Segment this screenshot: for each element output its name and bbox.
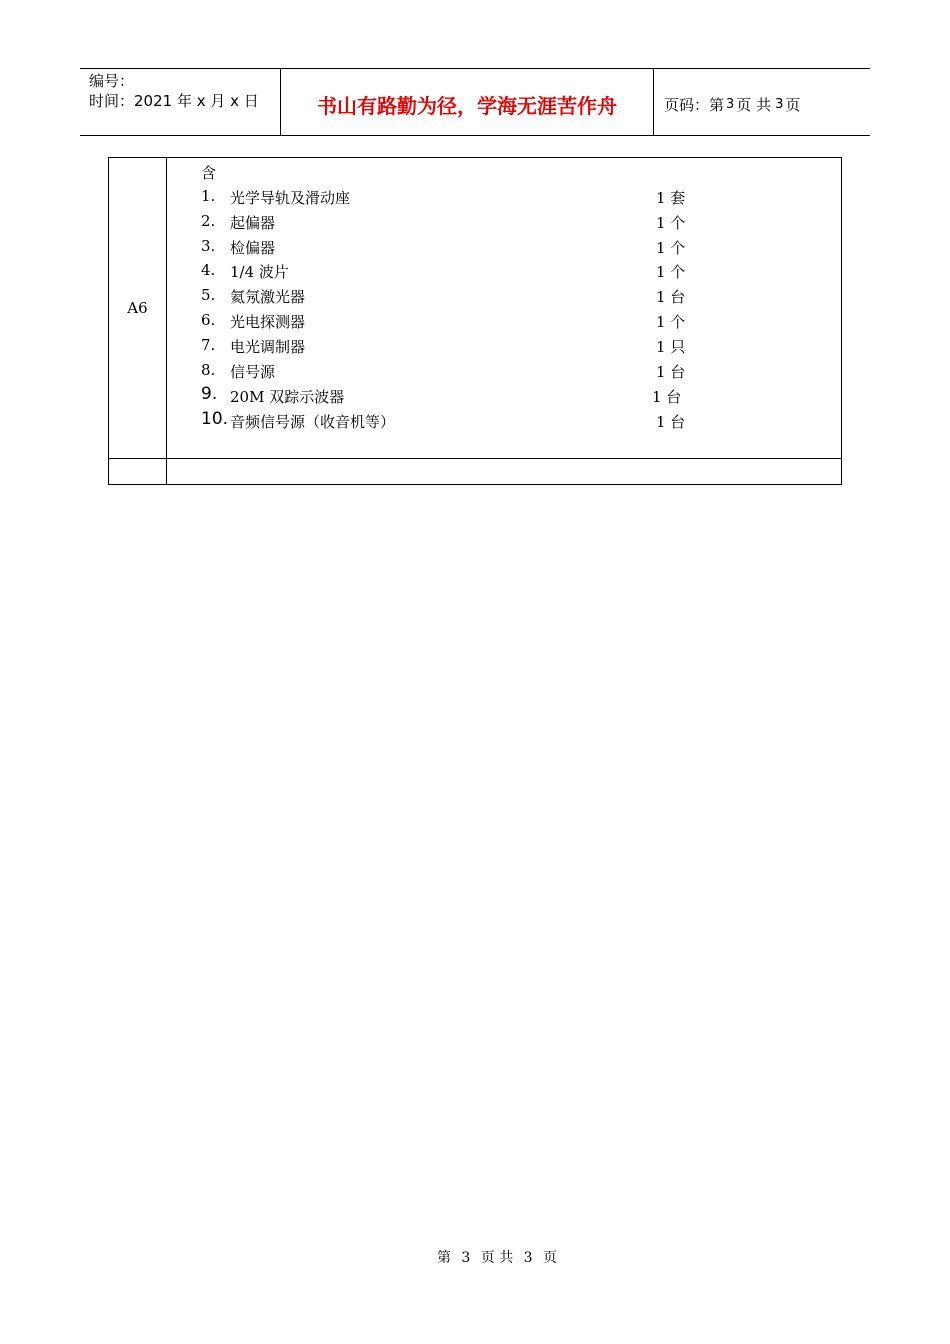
list-item	[201, 386, 721, 408]
time-label: 时间：2021 年 x 月 x 日	[89, 92, 259, 110]
item-quantity: 1 台	[656, 363, 686, 381]
item-name: 信号源	[230, 363, 276, 381]
page-label: 页码：第	[664, 95, 725, 114]
item-number: 2.	[201, 212, 216, 230]
item-name: 光学导轨及滑动座	[230, 189, 351, 207]
page-current: 3	[726, 96, 735, 112]
item-name: 光电探测器	[230, 313, 306, 331]
footer-suffix: 页	[543, 1250, 558, 1266]
empty-content-cell	[167, 459, 841, 484]
list-item	[201, 361, 721, 383]
item-number: 7.	[201, 336, 216, 354]
equipment-list	[167, 158, 841, 458]
item-quantity: 1 个	[656, 239, 686, 257]
header-page-info	[654, 69, 870, 135]
page-mid: 页 共	[736, 95, 772, 114]
list-item	[201, 411, 721, 433]
item-number: 3.	[201, 237, 216, 255]
item-name: 音频信号源（收音机等）	[230, 413, 396, 431]
list-item	[201, 261, 721, 283]
item-quantity: 1 套	[656, 189, 686, 207]
item-quantity: 1 个	[656, 263, 686, 281]
footer-current: 3	[461, 1250, 471, 1266]
item-name: 氦氖激光器	[230, 288, 306, 306]
item-quantity: 1 个	[656, 214, 686, 232]
table-row	[109, 158, 841, 458]
equipment-table	[108, 157, 842, 485]
item-name: 20M 双踪示波器	[230, 388, 345, 406]
list-item	[201, 286, 721, 308]
item-number: 5.	[201, 286, 216, 304]
empty-code-cell	[109, 459, 167, 484]
footer-total: 3	[523, 1250, 533, 1266]
item-name: 检偏器	[230, 239, 276, 257]
item-number: 9.	[201, 384, 218, 404]
list-item	[201, 237, 721, 259]
table-row-empty	[109, 458, 841, 484]
item-name: 1/4 波片	[230, 263, 289, 281]
item-number: 4.	[201, 261, 216, 279]
item-quantity: 1 只	[656, 338, 686, 356]
header-motto-cell	[281, 69, 654, 135]
item-quantity: 1 台	[656, 288, 686, 306]
footer-prefix: 第	[436, 1250, 451, 1266]
list-item	[201, 336, 721, 358]
list-item	[201, 212, 721, 234]
item-number: 10.	[201, 409, 229, 429]
header-meta	[80, 69, 281, 135]
item-code: A6	[109, 158, 167, 458]
footer-mid: 页 共	[480, 1250, 514, 1266]
item-number: 1.	[201, 187, 216, 205]
list-item	[201, 311, 721, 333]
item-name: 电光调制器	[230, 338, 306, 356]
number-label: 编号：	[89, 72, 135, 90]
page-footer	[0, 1247, 950, 1267]
page-header	[80, 68, 870, 136]
page-total: 3	[775, 96, 784, 112]
list-item	[201, 187, 721, 209]
list-intro: 含	[201, 164, 217, 182]
header-motto: 书山有路勤为径，学海无涯苦作舟	[317, 93, 617, 118]
item-number: 6.	[201, 311, 216, 329]
item-quantity: 1 台	[656, 413, 686, 431]
item-quantity: 1 台	[652, 388, 682, 406]
item-name: 起偏器	[230, 214, 276, 232]
item-quantity: 1 个	[656, 313, 686, 331]
page-suffix: 页	[785, 95, 801, 114]
item-number: 8.	[201, 361, 216, 379]
